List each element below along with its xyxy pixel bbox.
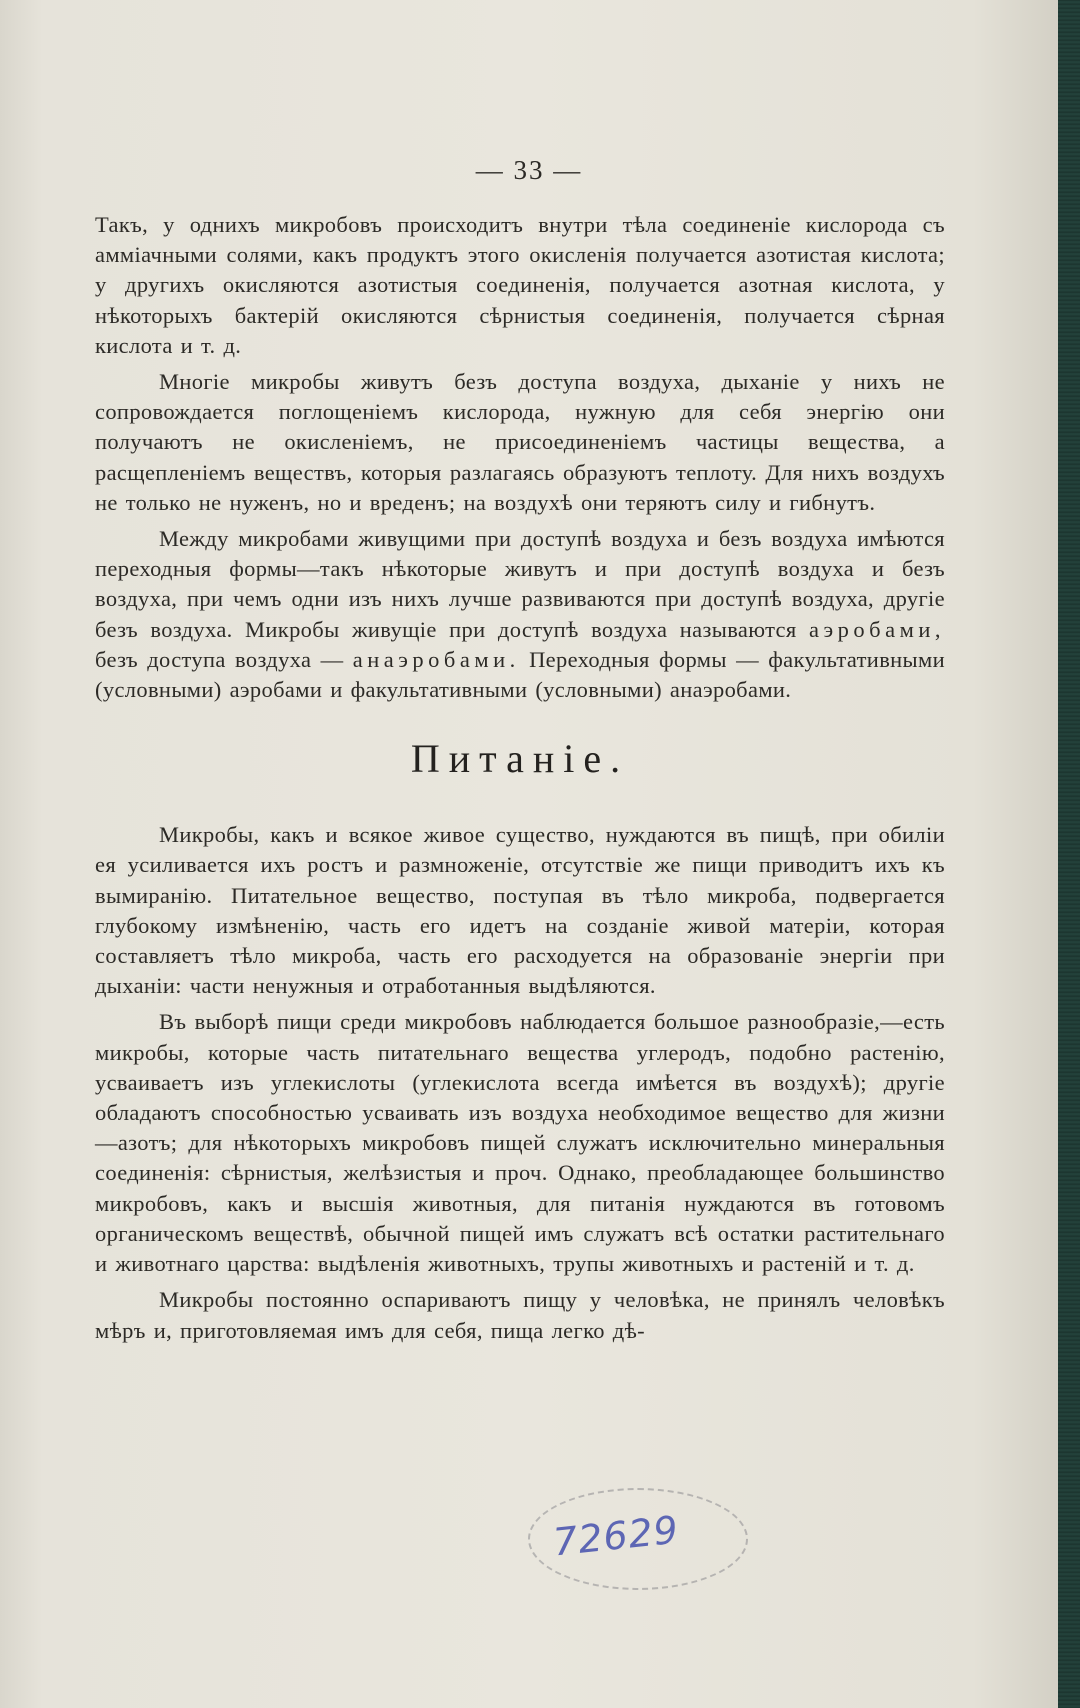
aerobes-text-part3: Переходныя формы — факультативными (условными) аэробами и факультативными (условными) анаэробами. bbox=[95, 646, 946, 703]
body-text bbox=[95, 210, 945, 1346]
paragraph-oxidation: Такъ, у однихъ микробовъ происходитъ внутри тѣла соединенiе кислорода съ амміачными солями, какъ продуктъ этого окисленія получается азотистая кислота; у другихъ окисляются азотистыя соединенія, получается азотная кислота, у нѣкоторыхъ бактерій окисляются сѣрнистыя соединенія, получается сѣрная кислота и т. д. bbox=[95, 212, 945, 358]
paragraph-nutrition-intro: Микробы, какъ и всякое живое существо, нуждаются въ пищѣ, при обиліи ея усиливается ихъ ростъ и размноженіе, отсутствіе же пищи приводитъ ихъ къ вымиранію. Питательное вещество, поступая въ тѣло микроба, подвергается глубокому измѣненію, часть его идетъ на созданіе живой матеріи, которая составляетъ тѣло микроба, часть его расходуется на образованіе энергіи при дыханіи: части ненужныя и отработанныя выдѣляются. bbox=[95, 822, 945, 999]
page-number: — 33 — bbox=[475, 155, 583, 185]
stamp-number: 72629 bbox=[551, 1507, 681, 1565]
paragraph-food-diversity: Въ выборѣ пищи среди микробовъ наблюдается большое разнообразіе,—есть микробы, которые часть питательнаго вещества углеродъ, подобно растенію, усваиваетъ изъ углекислоты (углекислота всегда имѣется въ воздухѣ); другіе обладаютъ способностью усваивать изъ воздуха необходимое вещество для жизни—азотъ; для нѣкоторыхъ микробовъ пищей служатъ исключительно минеральныя соединенія: сѣрнистыя, желѣзистыя и проч. Однако, преобладающее большинство микробовъ, какъ и высшія животныя, для питанія нуждаются въ готовомъ органическомъ веществѣ, обычной пищей имъ служатъ всѣ остатки растительнаго и животнаго царства: выдѣленія животныхъ, трупы животныхъ и растеній и т. д. bbox=[95, 1009, 945, 1277]
aerobes-text-part2: безъ доступа воздуха — bbox=[95, 646, 344, 672]
book-spine bbox=[1058, 0, 1080, 1708]
section-heading: Питаніе. bbox=[410, 736, 630, 782]
paragraph-food-competition: Микробы постоянно оспариваютъ пищу у человѣка, не принялъ человѣкъ мѣръ и, приготовляемая имъ для себя, пища легко дѣ- bbox=[95, 1287, 945, 1343]
aerobes-text-part1: Между микробами живущими при доступѣ воздуха и безъ воздуха имѣются переходныя формы—такъ нѣкоторые живутъ и при доступѣ воздуха и безъ воздуха, при чемъ одни изъ нихъ лучше развиваются при доступѣ воздуха, другіе безъ воздуха. Микробы живущіе при доступѣ воздуха называются bbox=[95, 526, 945, 642]
paragraph-aerobes-anaerobes bbox=[95, 524, 945, 705]
term-anaerobes: анаэробами. bbox=[352, 646, 520, 672]
paragraph-anaerobic-breathing: Многіе микробы живутъ безъ доступа воздуха, дыханіе у нихъ не сопровождается поглощеніемъ кислорода, нужную для себя энергію они получаютъ не окисленіемъ, не присоединеніемъ частицы вещества, а расщепленіемъ веществъ, которыя разлагаясь образуютъ теплоту. Для нихъ воздухъ не только не нуженъ, но и вреденъ; на воздухѣ они теряютъ силу и гибнутъ. bbox=[95, 369, 945, 515]
term-aerobes: аэробами, bbox=[809, 616, 946, 642]
